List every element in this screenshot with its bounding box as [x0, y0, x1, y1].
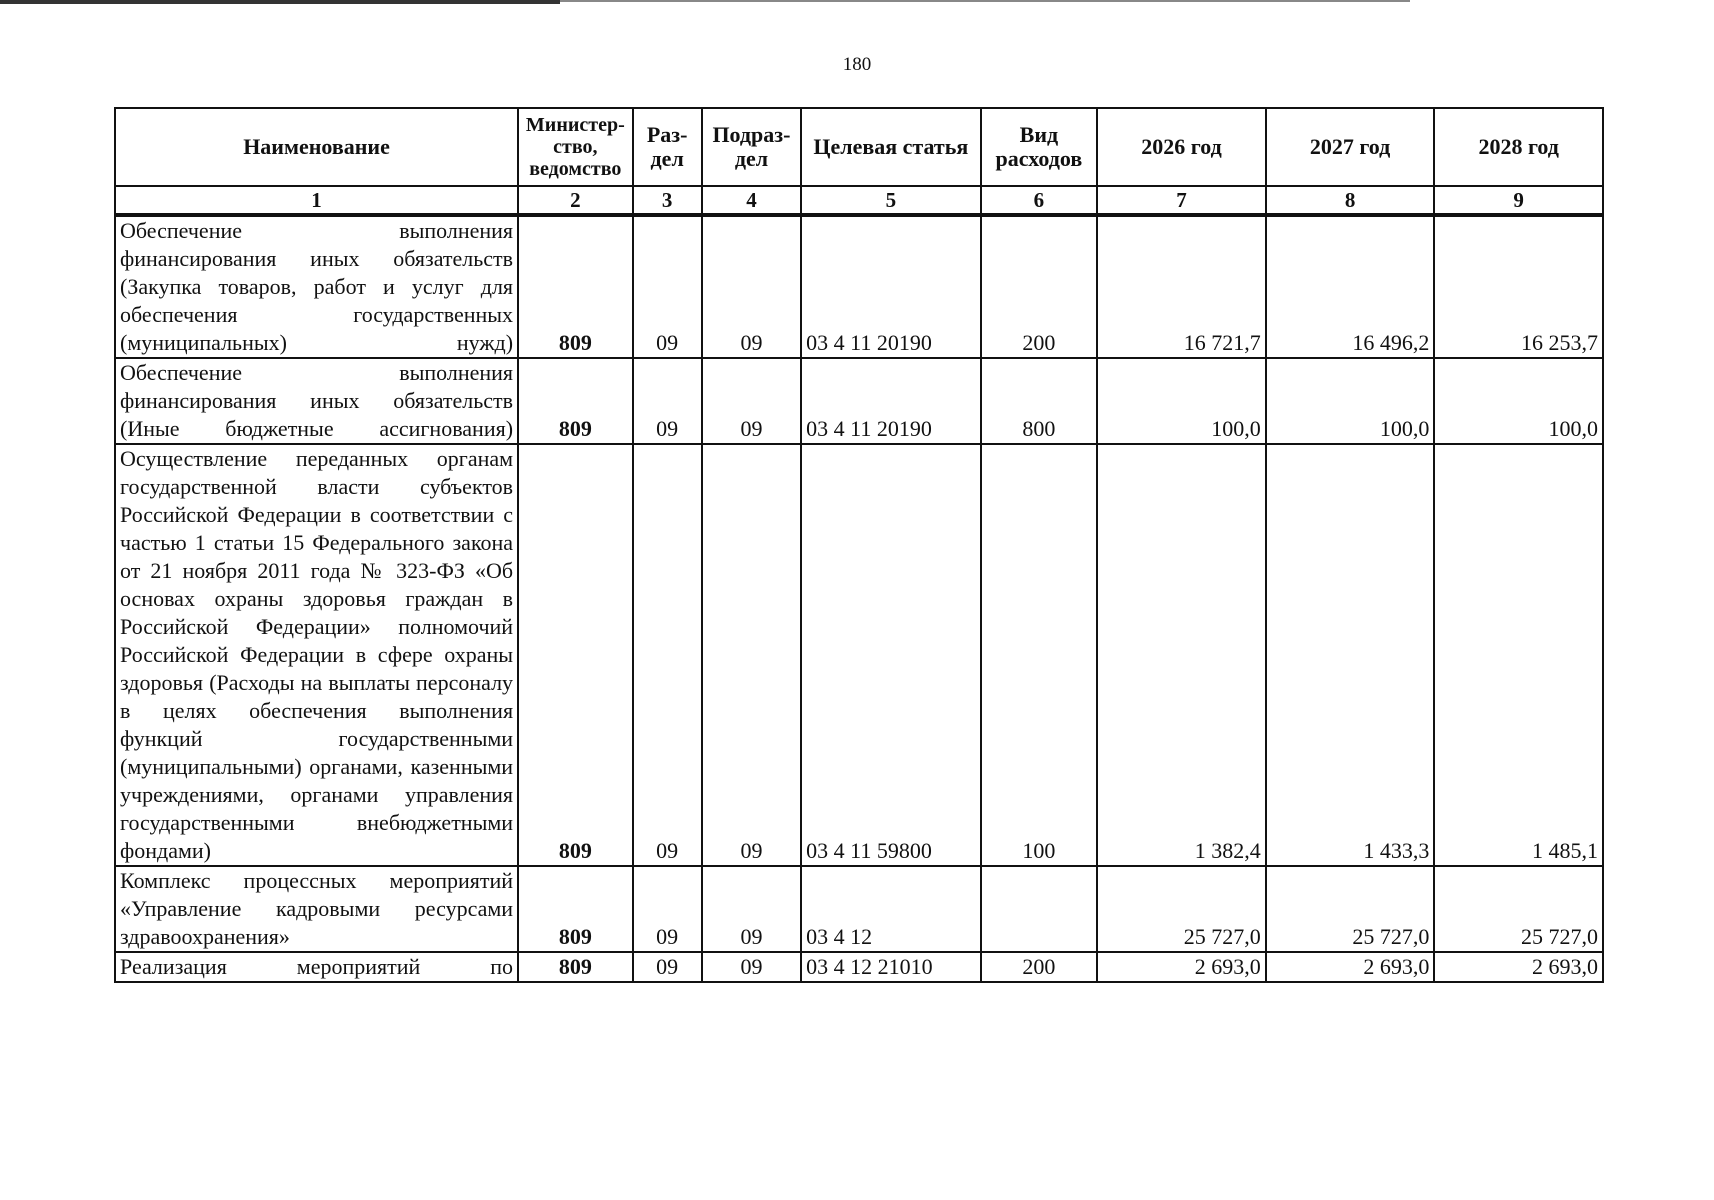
- row-subsection: 09: [702, 444, 801, 866]
- row-value-2026: 100,0: [1097, 358, 1266, 444]
- row-name: Обеспечение выполнения финансирования иных обязательств (Закупка товаров, работ и услуг для обеспечения государственных (муниципальных) нужд): [115, 215, 518, 358]
- header-2026: 2026 год: [1097, 108, 1266, 186]
- row-expense-type: 100: [981, 444, 1098, 866]
- column-number: 1: [115, 186, 518, 215]
- row-value-2028: 16 253,7: [1434, 215, 1603, 358]
- row-subsection: 09: [702, 952, 801, 982]
- header-name: Наименование: [115, 108, 518, 186]
- header-expense-type: Вид расходов: [981, 108, 1098, 186]
- row-ministry: 809: [518, 444, 633, 866]
- header-section: Раз-дел: [633, 108, 702, 186]
- table-row: [115, 866, 1603, 952]
- row-value-2028: 25 727,0: [1434, 866, 1603, 952]
- column-number: 5: [801, 186, 980, 215]
- row-value-2027: 2 693,0: [1266, 952, 1435, 982]
- row-target-article: 03 4 12 21010: [801, 952, 980, 982]
- row-expense-type: [981, 866, 1098, 952]
- column-number: 3: [633, 186, 702, 215]
- row-value-2027: 100,0: [1266, 358, 1435, 444]
- row-ministry: 809: [518, 215, 633, 358]
- scan-edge-line: [0, 0, 560, 4]
- header-row: [115, 108, 1603, 186]
- row-name: Комплекс процессных мероприятий «Управление кадровыми ресурсами здравоохранения»: [115, 866, 518, 952]
- row-target-article: 03 4 11 59800: [801, 444, 980, 866]
- column-number: 6: [981, 186, 1098, 215]
- row-value-2026: 16 721,7: [1097, 215, 1266, 358]
- header-target-article: Целевая статья: [801, 108, 980, 186]
- column-number: 9: [1434, 186, 1603, 215]
- row-ministry: 809: [518, 358, 633, 444]
- column-number: 4: [702, 186, 801, 215]
- row-value-2026: 25 727,0: [1097, 866, 1266, 952]
- row-ministry: 809: [518, 952, 633, 982]
- budget-table: [114, 107, 1604, 983]
- row-section: 09: [633, 358, 702, 444]
- row-name: Осуществление переданных органам государственной власти субъектов Российской Федерации в соответствии с частью 1 статьи 15 Федерального закона от 21 ноября 2011 года № 323-ФЗ «Об основах охраны здоровья граждан в Российской Федерации» полномочий Российской Федерации в сфере охраны здоровья (Расходы на выплаты персоналу в целях обеспечения выполнения функций государственными (муниципальными) органами, казенными учреждениями, органами управления государственными внебюджетными фондами): [115, 444, 518, 866]
- row-expense-type: 200: [981, 215, 1098, 358]
- row-section: 09: [633, 444, 702, 866]
- header-ministry: Министер-ство, ведомство: [518, 108, 633, 186]
- row-expense-type: 200: [981, 952, 1098, 982]
- header-2027: 2027 год: [1266, 108, 1435, 186]
- table-row: [115, 358, 1603, 444]
- row-subsection: 09: [702, 866, 801, 952]
- row-expense-type: 800: [981, 358, 1098, 444]
- row-value-2028: 1 485,1: [1434, 444, 1603, 866]
- row-value-2028: 100,0: [1434, 358, 1603, 444]
- row-section: 09: [633, 866, 702, 952]
- header-subsection: Подраз-дел: [702, 108, 801, 186]
- row-section: 09: [633, 215, 702, 358]
- row-name: Обеспечение выполнения финансирования иных обязательств (Иные бюджетные ассигнования): [115, 358, 518, 444]
- header-2028: 2028 год: [1434, 108, 1603, 186]
- table-row: [115, 444, 1603, 866]
- page-number: 180: [842, 54, 872, 75]
- row-target-article: 03 4 11 20190: [801, 215, 980, 358]
- row-value-2028: 2 693,0: [1434, 952, 1603, 982]
- column-number: 7: [1097, 186, 1266, 215]
- row-ministry: 809: [518, 866, 633, 952]
- column-number: 8: [1266, 186, 1435, 215]
- table-row: [115, 215, 1603, 358]
- row-section: 09: [633, 952, 702, 982]
- row-target-article: 03 4 11 20190: [801, 358, 980, 444]
- row-value-2027: 16 496,2: [1266, 215, 1435, 358]
- row-subsection: 09: [702, 215, 801, 358]
- column-number: 2: [518, 186, 633, 215]
- row-name: Реализация мероприятий по: [115, 952, 518, 982]
- row-value-2026: 2 693,0: [1097, 952, 1266, 982]
- header-number-row: [115, 186, 1603, 215]
- table-row: [115, 952, 1603, 982]
- scan-edge-line: [560, 0, 1410, 2]
- row-value-2027: 25 727,0: [1266, 866, 1435, 952]
- row-subsection: 09: [702, 358, 801, 444]
- row-target-article: 03 4 12: [801, 866, 980, 952]
- row-value-2026: 1 382,4: [1097, 444, 1266, 866]
- row-value-2027: 1 433,3: [1266, 444, 1435, 866]
